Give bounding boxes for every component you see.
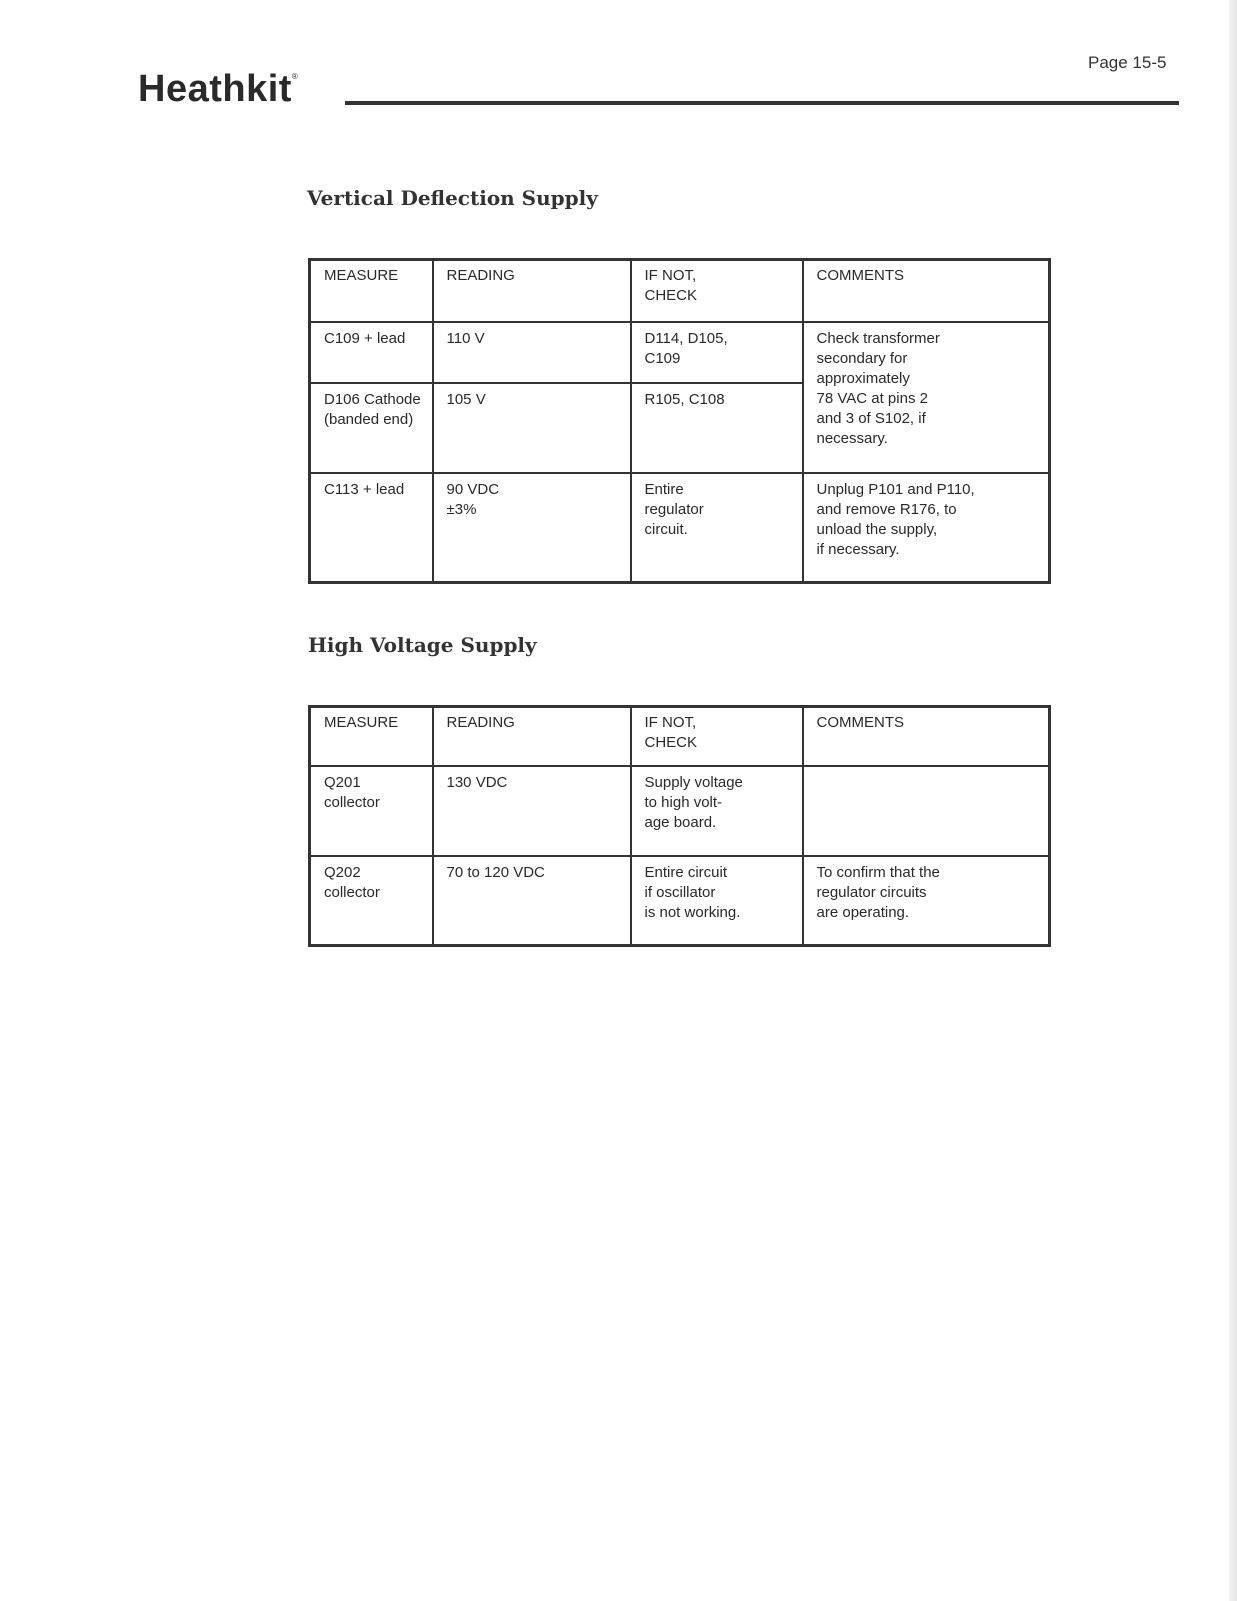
scan-edge [1229,0,1237,1601]
reading-cell: 70 to 120 VDC [433,856,631,946]
page-number: Page 15-5 [1088,53,1167,72]
measure-cell: C109 + lead [310,322,433,383]
check-cell: Entire circuit if oscillator is not working. [631,856,803,946]
brand-logo [138,68,298,111]
brand-name: Heathkit [138,68,292,110]
table-row [310,766,1050,856]
check-cell: R105, C108 [631,383,803,473]
column-header-check: IF NOT, CHECK [631,260,803,322]
column-header-reading: READING [433,707,631,766]
comment-cell: Unplug P101 and P110, and remove R176, to unload the supply, if necessary. [803,473,1050,583]
column-header-measure: MEASURE [310,260,433,322]
table-header-row [310,260,1050,322]
column-header-comments: COMMENTS [803,707,1050,766]
merged-comment-cell: Check transformer secondary for approximately 78 VAC at pins 2 and 3 of S102, if necessary. [803,322,1050,473]
high-voltage-table [308,705,1051,947]
measure-cell: Q202 collector [310,856,433,946]
table-row [310,322,1050,383]
table-header-row [310,707,1050,766]
section-title-vertical-deflection: Vertical Deflection Supply [307,186,598,210]
registered-mark: ® [291,72,299,81]
column-header-measure: MEASURE [310,707,433,766]
section-title-high-voltage: High Voltage Supply [308,633,537,657]
vertical-deflection-table [308,258,1051,584]
column-header-comments: COMMENTS [803,260,1050,322]
column-header-check: IF NOT, CHECK [631,707,803,766]
reading-cell: 90 VDC ±3% [433,473,631,583]
comment-cell [803,766,1050,856]
measure-cell: C113 + lead [310,473,433,583]
table-row [310,856,1050,946]
check-cell: Supply voltage to high volt- age board. [631,766,803,856]
reading-cell: 105 V [433,383,631,473]
reading-cell: 130 VDC [433,766,631,856]
reading-cell: 110 V [433,322,631,383]
measure-cell: D106 Cathode (banded end) [310,383,433,473]
check-cell: D114, D105, C109 [631,322,803,383]
header-rule [345,101,1179,105]
column-header-reading: READING [433,260,631,322]
measure-cell: Q201 collector [310,766,433,856]
check-cell: Entire regulator circuit. [631,473,803,583]
table-row [310,473,1050,583]
comment-cell: To confirm that the regulator circuits are operating. [803,856,1050,946]
